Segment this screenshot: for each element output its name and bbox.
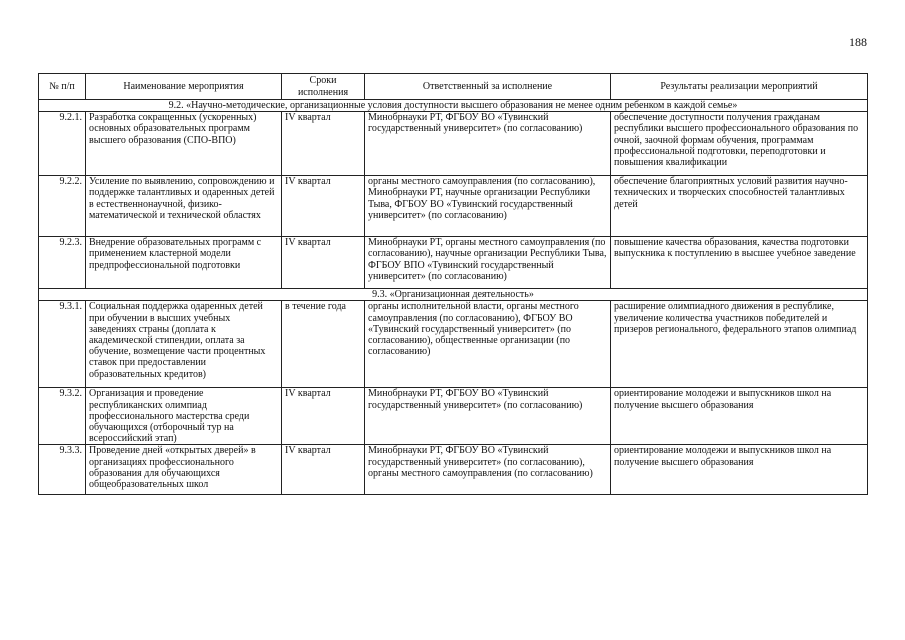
row-term: IV квартал bbox=[282, 445, 365, 495]
table-row bbox=[39, 176, 868, 237]
table-row bbox=[39, 388, 868, 445]
row-num: 9.3.1. bbox=[39, 301, 86, 388]
row-num: 9.2.2. bbox=[39, 176, 86, 237]
row-term: IV квартал bbox=[282, 176, 365, 237]
row-responsible: органы исполнительной власти, органы местного самоуправления (по согласованию), ФГБОУ ВО «Тувинский государственный университет» (по согласованию), общественные организации (по согласованию) bbox=[365, 301, 611, 388]
row-responsible: Минобрнауки РТ, ФГБОУ ВО «Тувинский государственный университет» (по согласованию) bbox=[365, 112, 611, 176]
header-responsible: Ответственный за исполнение bbox=[365, 74, 611, 100]
row-name: Проведение дней «открытых дверей» в организациях профессионального образования для обучающихся общеобразовательных школ bbox=[86, 445, 282, 495]
row-term: IV квартал bbox=[282, 112, 365, 176]
section-title: 9.2. «Научно-методические, организационные условия доступности высшего образования не менее одним ребенком в каждой семье» bbox=[39, 100, 868, 112]
row-responsible: органы местного самоуправления (по согласованию), Минобрнауки РТ, научные организации Республики Тыва, ФГБОУ ВО «Тувинский государственный университет» (по согласованию) bbox=[365, 176, 611, 237]
row-name: Организация и проведение республиканских олимпиад профессионального мастерства среди обучающихся (отборочный тур на всероссийский этап) bbox=[86, 388, 282, 445]
row-results: расширение олимпиадного движения в республике, увеличение количества участников победителей и призеров регионального, федерального этапов олимпиад bbox=[611, 301, 868, 388]
row-results: обеспечение доступности получения гражданам республики высшего профессионального образования по очной, заочной формам обучения, программам профессиональной подготовки, переподготовки и повышения квалификации bbox=[611, 112, 868, 176]
header-name: Наименование мероприятия bbox=[86, 74, 282, 100]
row-responsible: Минобрнауки РТ, ФГБОУ ВО «Тувинский государственный университет» (по согласованию), органы местного самоуправления (по согласованию) bbox=[365, 445, 611, 495]
row-results: повышение качества образования, качества подготовки выпускника к поступлению в высшее учебное заведение bbox=[611, 237, 868, 289]
row-term: в течение года bbox=[282, 301, 365, 388]
row-num: 9.2.3. bbox=[39, 237, 86, 289]
row-name: Усиление по выявлению, сопровождению и поддержке талантливых и одаренных детей в естественнонаучной, физико-математической и технической областях bbox=[86, 176, 282, 237]
row-num: 9.2.1. bbox=[39, 112, 86, 176]
row-responsible: Минобрнауки РТ, ФГБОУ ВО «Тувинский государственный университет» (по согласованию) bbox=[365, 388, 611, 445]
section-title: 9.3. «Организационная деятельность» bbox=[39, 289, 868, 301]
table-row bbox=[39, 301, 868, 388]
section-row bbox=[39, 289, 868, 301]
page-number: 188 bbox=[849, 35, 867, 49]
header-term: Сроки исполнения bbox=[282, 74, 365, 100]
row-num: 9.3.2. bbox=[39, 388, 86, 445]
row-num: 9.3.3. bbox=[39, 445, 86, 495]
table-row bbox=[39, 445, 868, 495]
row-results: обеспечение благоприятных условий развития научно-технических и творческих способностей талантливых детей bbox=[611, 176, 868, 237]
row-name: Разработка сокращенных (ускоренных) основных образовательных программ высшего образования (СПО-ВПО) bbox=[86, 112, 282, 176]
activities-table bbox=[38, 73, 868, 495]
header-results: Результаты реализации мероприятий bbox=[611, 74, 868, 100]
row-name: Социальная поддержка одаренных детей при обучении в высших учебных заведениях страны (доплата к академической стипендии, оплата за обучение, возмещение части процентных ставок при предоставлении образовательных кредитов) bbox=[86, 301, 282, 388]
row-results: ориентирование молодежи и выпускников школ на получение высшего образования bbox=[611, 388, 868, 445]
row-term: IV квартал bbox=[282, 388, 365, 445]
row-responsible: Минобрнауки РТ, органы местного самоуправления (по согласованию), научные организации Республики Тыва, ФГБОУ ВПО «Тувинский государственный университет» (по согласованию) bbox=[365, 237, 611, 289]
table-row bbox=[39, 112, 868, 176]
row-term: IV квартал bbox=[282, 237, 365, 289]
table-row bbox=[39, 237, 868, 289]
row-results: ориентирование молодежи и выпускников школ на получение высшего образования bbox=[611, 445, 868, 495]
row-name: Внедрение образовательных программ с применением кластерной модели предпрофессиональной подготовки bbox=[86, 237, 282, 289]
table-header-row bbox=[39, 74, 868, 100]
header-num: № п/п bbox=[39, 74, 86, 100]
section-row bbox=[39, 100, 868, 112]
